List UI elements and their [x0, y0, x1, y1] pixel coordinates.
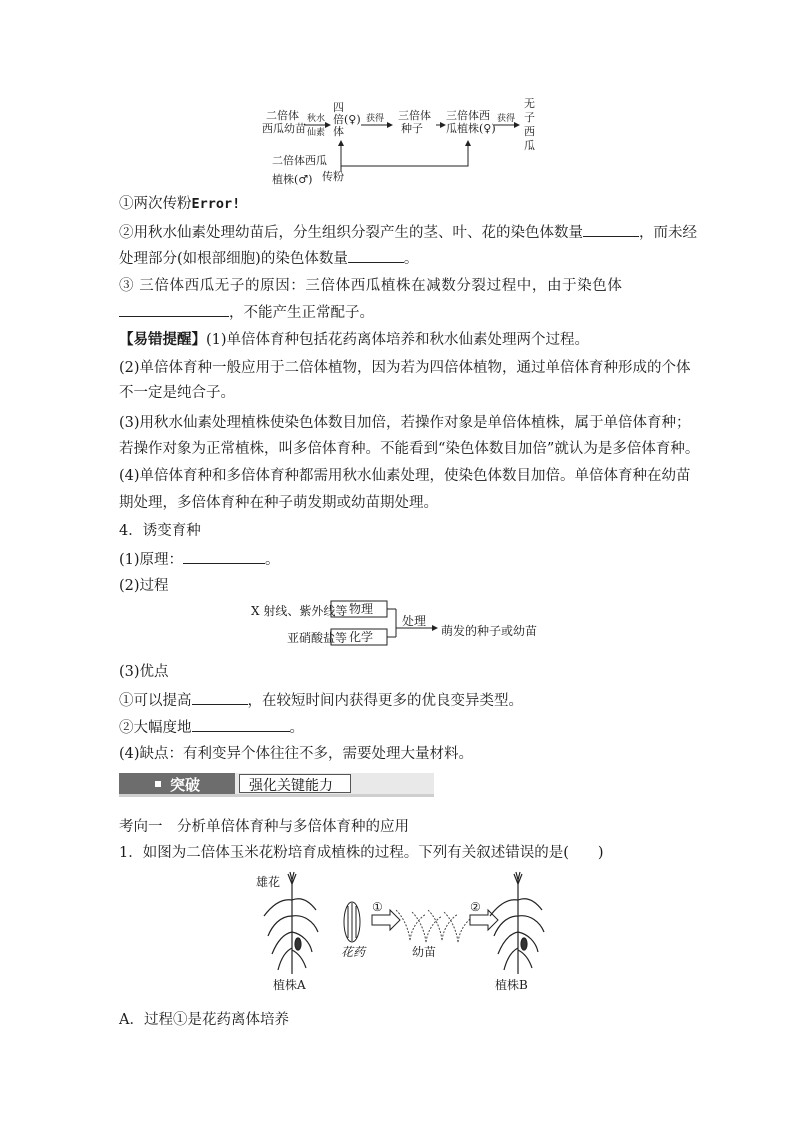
tip-1: 【易错提醒】(1)单倍体育种包括花药离体培养和秋水仙素处理两个过程。 [119, 331, 590, 348]
advantages-heading: (3)优点 [119, 664, 169, 680]
node-seedless-watermelon: 无 子 西 瓜 [524, 97, 535, 152]
box-chemical: 化学 [349, 630, 374, 644]
node-diploid-seedling: 二倍体 西瓜幼苗 [262, 109, 306, 135]
tip-3b: 若操作对象为正常植株，叫多倍体育种。不能看到“染色体数目加倍”就认为是多倍体育种。 [119, 441, 700, 457]
node-triploid-plant: 三倍体西 瓜植株(♀) [446, 109, 496, 135]
topic-heading: 考向一 分析单倍体育种与多倍体育种的应用 [119, 819, 409, 835]
paragraph-colchicine-2: 处理部分(如根部细胞)的染色体数量 。 [119, 248, 418, 269]
label-step2: ② [470, 900, 481, 914]
question-1: 1．如图为二倍体玉米花粉培育成植株的过程。下列有关叙述错误的是( ) [119, 845, 604, 861]
plant-a-icon [264, 872, 318, 974]
blank-chromosome-reason [119, 302, 229, 317]
label-male-flower: 雄花 [256, 875, 281, 889]
paragraph-seedless-reason: ③ 三倍体西瓜无子的原因：三倍体西瓜植株在减数分裂过程中，由于染色体 [119, 278, 623, 294]
banner-subtitle: 强化关键能力 [249, 778, 333, 794]
label-treatment: 处理 [402, 614, 427, 628]
tip-2a: (2)单倍体育种一般应用于二倍体植物，因为若为四倍体植物，通过单倍体育种形成的个体 [119, 360, 691, 376]
label-plant-b: 植株B [495, 978, 528, 992]
label-step1: ① [372, 900, 383, 914]
advantage-2: ②大幅度地 。 [119, 717, 304, 738]
paragraph-two-pollinations: ①两次传粉Error! [119, 196, 241, 212]
banner-title: 突破 [170, 776, 201, 794]
paragraph-seedless-reason-2: ，不能产生正常配子。 [119, 302, 374, 323]
anther-icon [344, 902, 360, 942]
tip-heading: 【易错提醒】 [119, 331, 206, 348]
section-banner [119, 773, 434, 797]
blank-chromosome-count-2 [348, 248, 404, 263]
section-mutation-breeding: 4．诱变育种 [119, 523, 201, 539]
blank-mutation-frequency [192, 690, 248, 705]
tip-4b: 期处理，多倍体育种在种子萌发期或幼苗期处理。 [119, 495, 438, 511]
tip-3a: (3)用秋水仙素处理植株使染色体数目加倍，若操作对象是单倍体植株，属于单倍体育种； [119, 415, 691, 431]
tip-2b: 不一定是纯合子。 [119, 385, 235, 401]
plant-b-icon [490, 872, 544, 974]
arrow1-label-top: 秋水 [307, 114, 326, 124]
mutation-process-heading: (2)过程 [119, 578, 169, 594]
node-triploid-seed: 三倍体 种子 [398, 109, 431, 135]
diagram2-lines [0, 595, 794, 655]
box-physical: 物理 [349, 602, 374, 616]
blank-trait-improvement [192, 717, 290, 732]
node-tetraploid: 四 倍(♀) 体 [333, 101, 361, 138]
mutation-principle: (1)原理： 。 [119, 549, 280, 570]
node-diploid-male-plant: 二倍体西瓜 植株(♂) [272, 154, 327, 186]
disadvantages: (4)缺点：有利变异个体往往不多，需要处理大量材料。 [119, 746, 474, 762]
diagram1-arrows [0, 0, 794, 200]
label-seedling: 幼苗 [412, 945, 437, 959]
tip-4a: (4)单倍体育种和多倍体育种都需用秋水仙素处理，使染色体数目加倍。单倍体育种在幼苗 [119, 468, 691, 484]
pollination-label: 传粉 [322, 170, 344, 183]
seedlings-icon [396, 910, 474, 942]
label-target: 萌发的种子或幼苗 [441, 624, 538, 638]
maize-illustration [250, 870, 550, 980]
option-a: A．过程①是花药离体培养 [119, 1012, 289, 1028]
arrow1-label-bottom: 仙素 [307, 128, 326, 138]
blank-chromosome-count-1 [583, 222, 639, 237]
label-anther: 花药 [341, 945, 366, 959]
blank-principle [183, 549, 265, 564]
arrow2-label: 获得 [366, 114, 385, 124]
label-plant-a: 植株A [273, 978, 306, 992]
square-bullet-icon [155, 781, 161, 787]
mutagen-physical-examples: X 射线、紫外线等 [251, 604, 348, 618]
mutagen-chemical-examples: 亚硝酸盐等 [287, 631, 348, 645]
arrow4-label: 获得 [497, 114, 516, 124]
paragraph-colchicine-1: ②用秋水仙素处理幼苗后，分生组织分裂产生的茎、叶、花的染色体数量 ，而未经 [119, 222, 697, 243]
advantage-1: ①可以提高 ，在较短时间内获得更多的优良变异类型。 [119, 690, 523, 711]
